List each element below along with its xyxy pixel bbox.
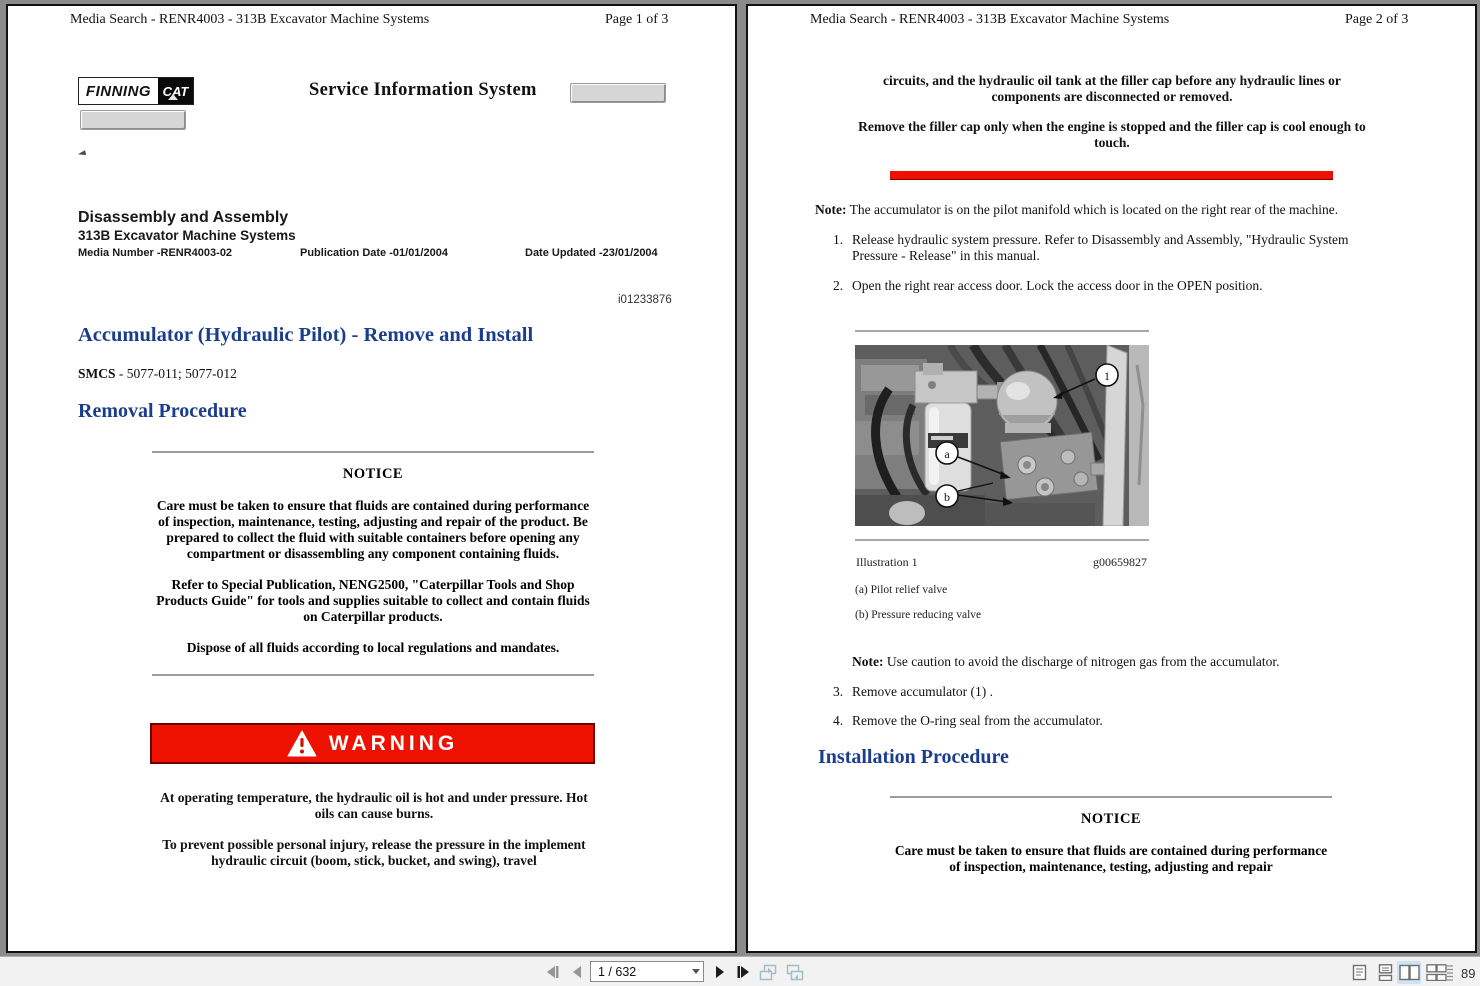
section-title: Accumulator (Hydraulic Pilot) - Remove and Install (78, 324, 534, 346)
single-page-layout-icon (1352, 964, 1367, 981)
warning-paragraph: At operating temperature, the hydraulic oil is hot and under pressure. Hot oils can cause burns. (160, 790, 588, 821)
legend-a: (a) Pilot relief valve (855, 584, 948, 596)
notice-paragraph: Dispose of all fluids according to local regulations and mandates. (186, 640, 560, 655)
continuous-layout-icon (1378, 964, 1393, 981)
previous-view-icon (758, 964, 778, 981)
sis-title: Service Information System (309, 80, 537, 100)
warning-paragraph-continued: circuits, and the hydraulic oil tank at the filler cap before any hydraulic lines or components are disconnected or removed. (883, 73, 1341, 104)
notice-paragraph: Care must be taken to ensure that fluids are contained during performance of inspection, maintenance, testing, adjusting and repair of the product. Be prepared to collect the fluid with suitable containers before opening any compartment or disassembling any component containing fluids. (156, 498, 590, 561)
smcs-line (78, 366, 237, 382)
note-text: Use caution to avoid the discharge of nitrogen gas from the accumulator. (883, 654, 1280, 669)
document-id: i01233876 (618, 294, 672, 306)
first-page-button[interactable] (541, 962, 563, 982)
combobox-dropdown-icon[interactable] (689, 962, 703, 981)
last-page-icon (736, 965, 752, 979)
notice-title: NOTICE (342, 466, 404, 482)
finning-cat-logo (78, 77, 194, 105)
header-button-left[interactable] (80, 110, 186, 130)
single-page-layout-button[interactable] (1347, 961, 1371, 984)
next-view-icon (785, 964, 805, 981)
next-view-button[interactable] (784, 962, 806, 982)
step-number: 4. (833, 713, 844, 728)
media-number: Media Number -RENR4003-02 (78, 247, 233, 259)
step-text: Open the right rear access door. Lock the access door in the OPEN position. (852, 278, 1263, 293)
header-button-right[interactable] (570, 83, 666, 103)
illustration-1 (855, 330, 1149, 541)
illustration-label: Illustration 1 (856, 555, 918, 569)
zoom-level-text: 89 (1461, 966, 1476, 981)
continuous-layout-button[interactable] (1373, 961, 1397, 984)
callout-1-label: 1 (1104, 369, 1110, 383)
page-number-combobox[interactable] (590, 961, 704, 982)
illustration-code: g00659827 (1093, 555, 1147, 569)
scroll-options-button[interactable] (1443, 961, 1457, 984)
first-page-icon (544, 965, 560, 979)
warning-triangle-icon (287, 730, 317, 757)
notice-paragraph: Care must be taken to ensure that fluids are contained during performance of inspection, maintenance, testing, adjusting and repair (894, 843, 1328, 874)
step-text: Remove the O-ring seal from the accumulator. (852, 713, 1103, 728)
next-page-button[interactable] (709, 962, 731, 982)
page1-page-number-label: Page 1 of 3 (605, 12, 669, 27)
page2-page-number-label: Page 2 of 3 (1345, 12, 1409, 27)
notice-box (152, 451, 594, 676)
step-number: 3. (833, 684, 844, 699)
scroll-options-icon (1446, 964, 1454, 981)
publication-date: Publication Date -01/01/2004 (300, 247, 448, 259)
warning-paragraph: To prevent possible personal injury, release the pressure in the implement hydraulic circuit (boom, stick, bucket, and swing), travel (162, 837, 586, 868)
previous-view-button[interactable] (757, 962, 779, 982)
warning-paragraph-continued: Remove the filler cap only when the engine is stopped and the filler cap is cool enough to touch. (858, 119, 1366, 150)
document-title: Disassembly and Assembly (78, 209, 289, 226)
step-number: 1. (833, 232, 844, 247)
previous-page-button[interactable] (566, 962, 588, 982)
note-line (852, 654, 1412, 670)
page2-header-title: Media Search - RENR4003 - 313B Excavator Machine Systems (810, 12, 1170, 27)
warning-banner (150, 723, 595, 764)
two-page-layout-icon (1399, 964, 1420, 981)
page-number-input[interactable] (591, 965, 689, 979)
cat-logo-triangle-icon (168, 94, 178, 100)
document-subtitle: 313B Excavator Machine Systems (78, 228, 296, 243)
illustration-rule (855, 330, 1149, 332)
callout-b-label: b (944, 490, 950, 504)
two-page-layout-button[interactable] (1397, 961, 1421, 984)
warning-banner-bottom-edge (890, 171, 1333, 180)
cat-logo (158, 78, 193, 104)
step-number: 2. (833, 278, 844, 293)
illustration-rule (855, 539, 1149, 541)
note-line (815, 202, 1421, 218)
page-1 (6, 4, 737, 953)
notice-box (890, 796, 1332, 893)
illustration-photo (855, 345, 1149, 526)
callout-a-label: a (944, 447, 950, 461)
note-label: Note: (815, 202, 847, 217)
note-text: The accumulator is on the pilot manifold which is located on the right rear of the machine. (846, 202, 1339, 217)
page1-header-title: Media Search - RENR4003 - 313B Excavator Machine Systems (70, 12, 430, 27)
notice-paragraph: Refer to Special Publication, NENG2500, "Caterpillar Tools and Shop Products Guide" for tools and supplies suitable to collect and contain fluids on Caterpillar products. (156, 577, 590, 624)
installation-procedure-heading: Installation Procedure (818, 746, 1009, 768)
note-label: Note: (852, 654, 884, 669)
removal-procedure-heading: Removal Procedure (78, 400, 247, 422)
bottom-toolbar (0, 956, 1480, 986)
notice-title: NOTICE (1080, 811, 1142, 827)
page-2 (746, 4, 1477, 953)
date-updated: Date Updated -23/01/2004 (525, 247, 658, 259)
finning-logo-text: FINNING (85, 82, 152, 100)
cat-logo-text: CAT (162, 83, 189, 99)
previous-page-icon (570, 965, 584, 979)
next-page-icon (713, 965, 727, 979)
step-text: Release hydraulic system pressure. Refer to Disassembly and Assembly, "Hydraulic System Pressure - Release" in this manual. (852, 232, 1349, 263)
warning-label: WARNING (328, 731, 459, 755)
legend-b: (b) Pressure reducing valve (855, 609, 982, 621)
step-text: Remove accumulator (1) . (852, 684, 993, 699)
last-page-button[interactable] (733, 962, 755, 982)
smcs-value: - 5077-011; 5077-012 (115, 366, 237, 381)
cursor-icon: ◄ (76, 147, 87, 160)
smcs-label: SMCS (78, 366, 116, 381)
